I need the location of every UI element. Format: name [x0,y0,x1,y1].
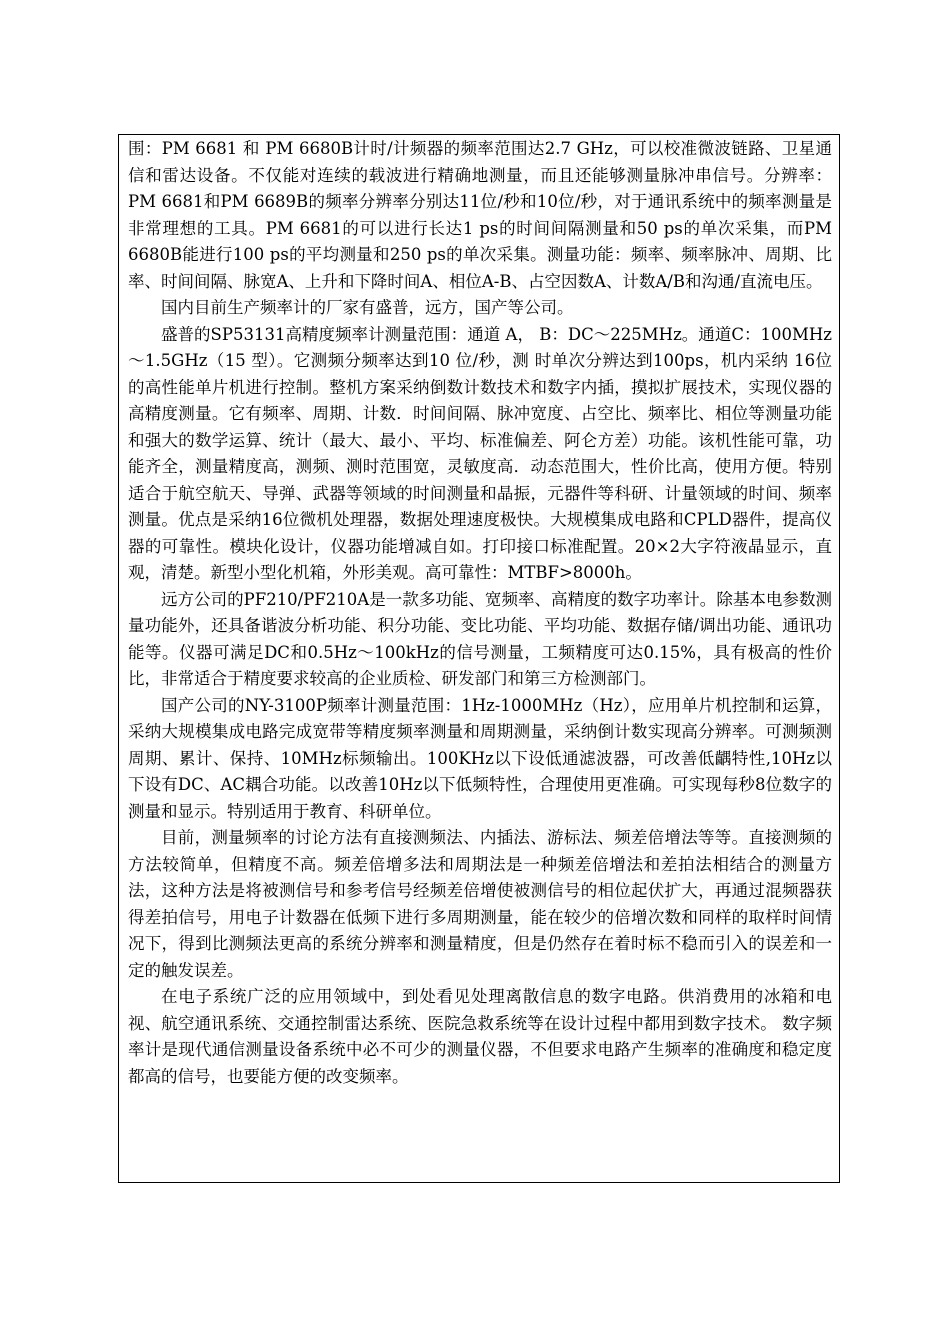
document-body [128,136,832,1090]
paragraph-shengpu-sp53131: 盛普的SP53131高精度频率计测量范围：通道 A， B：DC～225MHz。通道C：100MHz～1.5GHz（15 型）。它测频分频率达到10 位/秒，测 时单次分辨达到100ps，机内采纳 16位的高性能单片机进行控制。整机方案采纳倒数计数技术和数字内插，摸拟扩展技术，实现仪器的高精度测量。它有频率、周期、计数．时间间隔、脉冲宽度、占空比、频率比、相位等测量功能和强大的数学运算、统计（最大、最小、平均、标准偏差、阿仑方差）功能。该机性能可靠，功能齐全，测量精度高，测频、测时范围宽，灵敏度高．动态范围大，性价比高，使用方便。特别适合于航空航天、导弹、武器等领域的时间测量和晶振，元器件等科研、计量领域的时间、频率测量。优点是采纳16位微机处理器，数据处理速度极快。大规模集成电路和CPLD器件，提高仪器的可靠性。模块化设计，仪器功能增减自如。打印接口标准配置。20×2大字符液晶显示，直观，清楚。新型小型化机箱，外形美观。高可靠性：MTBF>8000h。 [128,324,832,582]
paragraph-measurement-methods: 目前，测量频率的讨论方法有直接测频法、内插法、游标法、频差倍增法等等。直接测频的方法较简单，但精度不高。频差倍增多法和周期法是一种频差倍增法和差拍法相结合的测量方法，这种方法是将被测信号和参考信号经频差倍增使被测信号的相位起伏扩大，再通过混频器获得差拍信号，用电子计数器在低频下进行多周期测量，能在较少的倍增次数和同样的取样时间情况下，得到比测频法更高的系统分辨率和测量精度，但是仍然存在着时标不稳而引入的误差和一定的触发误差。 [128,828,832,980]
paragraph-digital-systems: 在电子系统广泛的应用领域中，到处看见处理离散信息的数字电路。供消费用的冰箱和电视、航空通讯系统、交通控制雷达系统、医院急救系统等在设计过程中都用到数字技术。 数字频率计是现代通信测量设备系统中必不可少的测量仪器，不但要求电路产生频率的准确度和稳定度都高的信号，也要能方便的改变频率。 [128,987,832,1086]
paragraph-yuanfang-pf210: 远方公司的PF210/PF210A是一款多功能、宽频率、高精度的数字功率计。除基本电参数测量功能外，还具备谐波分析功能、积分功能、变比功能、平均功能、数据存储/调出功能、通讯功能等。仪器可满足DC和0.5Hz～100kHz的信号测量，工频精度可达0.15%，具有极高的性价比，非常适合于精度要求较高的企业质检、研发部门和第三方检测部门。 [128,589,832,688]
paragraph-domestic-manufacturers: 国内目前生产频率计的厂家有盛普，远方，国产等公司。 [161,298,574,317]
paragraph-guochan-ny3100p: 国产公司的NY-3100P频率计测量范围：1Hz-1000MHz（Hz），应用单片机控制和运算，采纳大规模集成电路完成宽带等精度频率测量和周期测量，采纳倒计数实现高分辨率。可测频测周期、累计、保持、10MHz标频输出。100KHz以下设低通滤波器，可改善低齵特性,10Hz以下设有DC、AC耦合功能。以改善10Hz以下低频特性，合理使用更准确。可实现每秒8位数字的测量和显示。特别适用于教育、科研单位。 [128,695,832,821]
paragraph-pm6681-specs: 围：PM 6681 和 PM 6680B计时/计频器的频率范围达2.7 GHz，可以校准微波链路、卫星通信和雷达设备。不仅能对连续的载波进行精确地测量，而且还能够测量脉冲串信号。分辨率：PM 6681和PM 6689B的频率分辨率分别达11位/秒和10位/秒，对于通讯系统中的频率测量是非常理想的工具。PM 6681的可以进行长达1 ps的时间间隔测量和50 ps的单次采集，而PM 6680B能进行100 ps的平均测量和250 ps的单次采集。测量功能：频率、频率脉冲、周期、比率、时间间隔、脉宽A、上升和下降时间A、相位A-B、占空因数A、计数A/B和沟通/直流电压。 [128,139,832,291]
